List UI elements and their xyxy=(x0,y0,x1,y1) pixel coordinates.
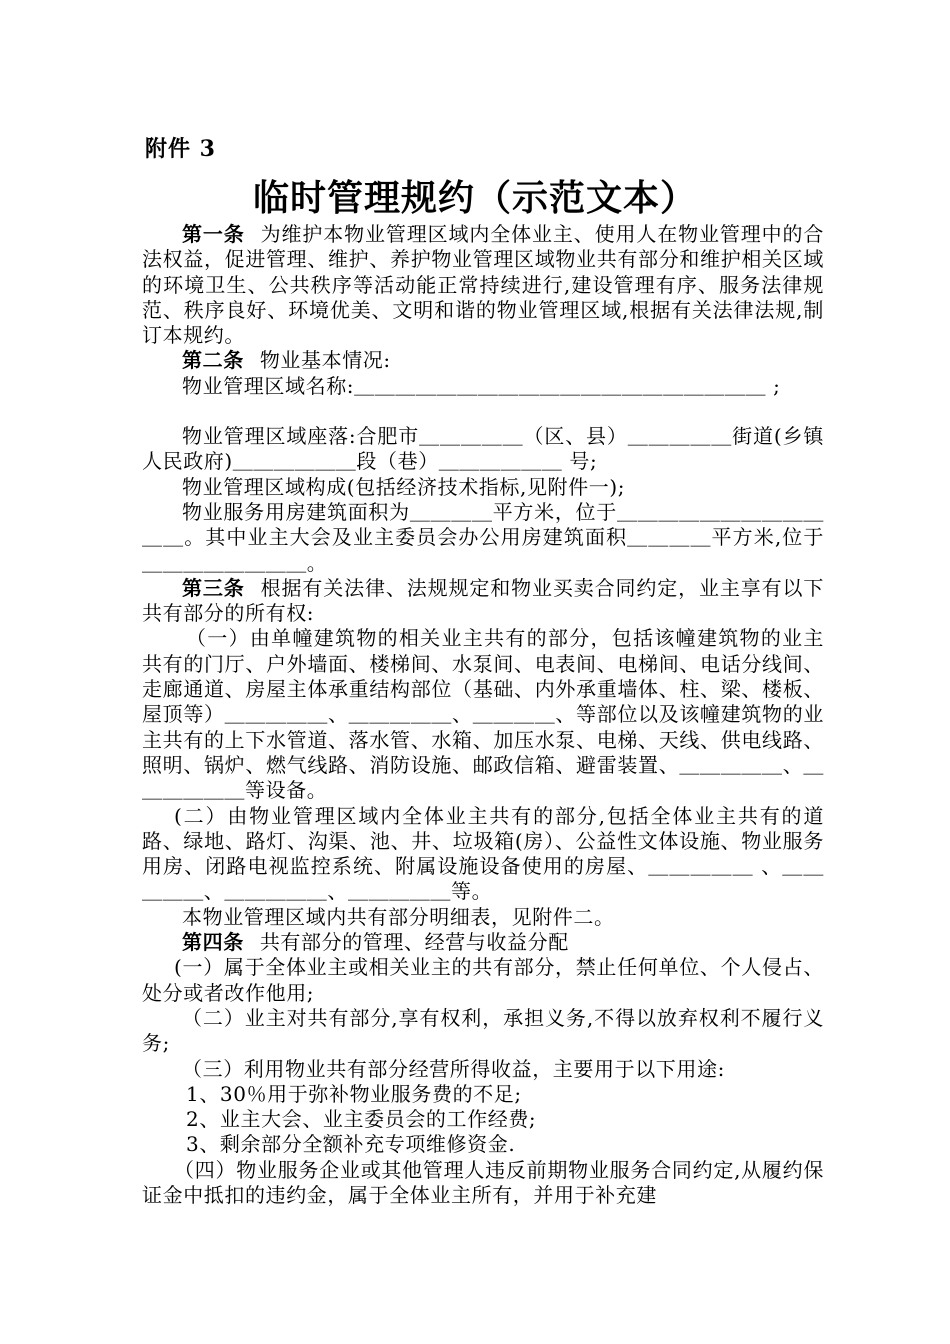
property-location-line: 物业管理区域座落:合肥市＿＿＿＿＿（区、县）＿＿＿＿＿街道(乡镇人民政府)＿＿＿＿＿＿段（巷）＿＿＿＿＿＿ 号; xyxy=(142,424,824,474)
article-2-heading: 第二条 xyxy=(182,348,244,373)
article-3-item-1: （一）由单幢建筑物的相关业主共有的部分，包括该幢建筑物的业主共有的门厅、户外墙面、楼梯间、水泵间、电表间、电梯间、电话分线间、走廊通道、房屋主体承重结构部位（基础、内外承重墙体、柱、梁、楼板、屋顶等）＿＿＿＿＿、＿＿＿＿＿、＿＿＿＿、等部位以及该幢建筑物的业主共有的上下水管道、落水管、水箱、加压水泵、电梯、天线、供电线路、照明、锅炉、燃气线路、消防设施、邮政信箱、避雷装置、＿＿＿＿＿、＿＿＿＿＿＿等设备。 xyxy=(142,626,824,803)
article-4-text: 共有部分的管理、经营与收益分配 xyxy=(259,930,569,955)
article-3-note: 本物业管理区域内共有部分明细表，见附件二。 xyxy=(182,904,615,929)
spacer xyxy=(142,399,824,424)
article-4-use-1: 1、30％用于弥补物业服务费的不足; xyxy=(186,1081,522,1106)
attachment-label: 附件 3 xyxy=(145,136,216,162)
service-area-line: 物业服务用房建筑面积为＿＿＿＿平方米，位于＿＿＿＿＿＿＿＿＿＿＿＿。其中业主大会及业主委员会办公用房建筑面积＿＿＿＿平方米,位于＿＿＿＿＿＿＿＿。 xyxy=(142,499,824,575)
article-1 xyxy=(142,222,824,348)
article-1-text: 为维护本物业管理区域内全体业主、使用人在物业管理中的合法权益，促进管理、维护、养护物业管理区域物业共有部分和维护相关区域的环境卫生、公共秩序等活动能正常持续进行,建设管理有序、服务法律规范、秩序良好、环境优美、文明和谐的物业管理区域,根据有关法律法规,制订本规约。 xyxy=(142,222,824,348)
article-3-heading: 第三条 xyxy=(182,575,245,600)
document-title: 临时管理规约（示范文本） xyxy=(252,177,697,219)
article-4-item-2: （二）业主对共有部分,享有权利，承担义务,不得以放弃权利不履行义务; xyxy=(142,1005,824,1056)
article-4-item-3: （三）利用物业共有部分经营所得收益，主要用于以下用途: xyxy=(182,1056,725,1081)
document-body xyxy=(142,222,824,1208)
article-4 xyxy=(142,930,824,955)
article-3 xyxy=(142,576,824,627)
article-3-item-2: (二）由物业管理区域内全体业主共有的部分,包括全体业主共有的道路、绿地、路灯、沟渠、池、井、垃圾箱(房）、公益性文体设施、物业服务用房、闭路电视监控系统、附属设施设备使用的房屋、＿＿＿＿＿ 、＿＿＿＿＿、＿＿＿＿＿、＿＿＿＿＿等。 xyxy=(142,803,824,904)
article-2 xyxy=(142,348,824,373)
article-2-text: 物业基本情况: xyxy=(259,348,391,373)
property-composition-line: 物业管理区域构成(包括经济技术指标,见附件一); xyxy=(182,474,626,499)
article-4-heading: 第四条 xyxy=(182,930,244,955)
article-4-item-1: (一）属于全体业主或相关业主的共有部分，禁止任何单位、个人侵占、处分或者改作他用; xyxy=(142,955,824,1005)
article-4-use-2: 2、业主大会、业主委员会的工作经费; xyxy=(186,1107,537,1132)
article-4-item-4: （四）物业服务企业或其他管理人违反前期物业服务合同约定,从履约保证金中抵扣的违约金，属于全体业主所有，并用于补充建 xyxy=(142,1157,824,1207)
article-4-use-3: 3、剩余部分全额补充专项维修资金. xyxy=(186,1132,516,1157)
property-name-line: 物业管理区域名称:＿＿＿＿＿＿＿＿＿＿＿＿＿＿＿＿＿＿＿＿ ; xyxy=(182,373,781,398)
article-1-heading: 第一条 xyxy=(182,222,245,246)
article-3-text: 根据有关法律、法规规定和物业买卖合同约定，业主享有以下共有部分的所有权: xyxy=(142,575,824,626)
